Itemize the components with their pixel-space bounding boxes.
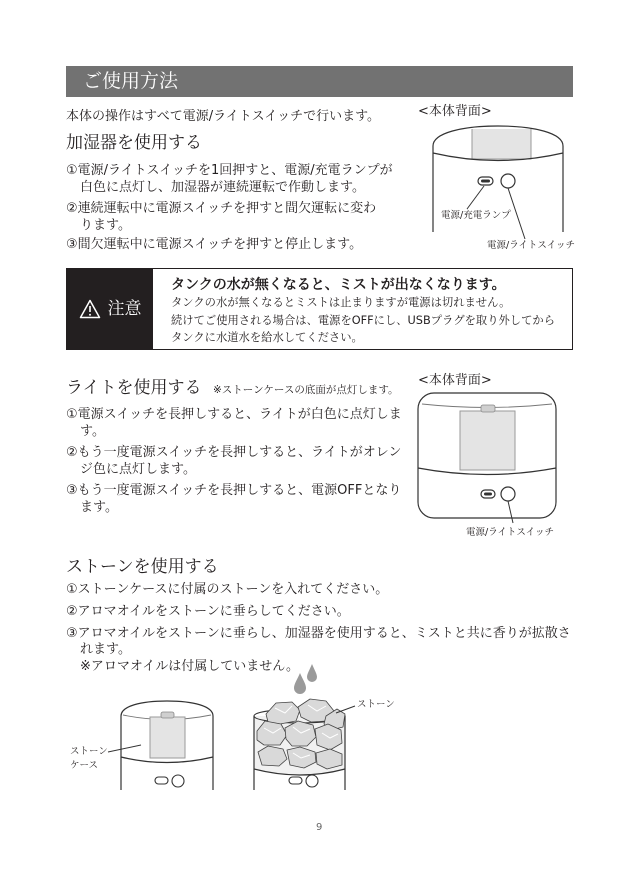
stone-heading: ストーンを使用する — [66, 557, 219, 577]
light-step-3-cont: ます。 — [80, 500, 118, 515]
light-step-3: ③もう一度電源スイッチを長押しすると、電源OFFとなり — [66, 483, 402, 498]
humidifier-heading: 加湿器を使用する — [66, 133, 202, 153]
stone-case-window — [460, 411, 515, 470]
light-heading: ライトを使用する — [66, 378, 202, 398]
back-view-caption-2: <本体背面> — [418, 373, 492, 388]
oil-drop — [294, 673, 306, 694]
charging-port — [289, 777, 302, 784]
power-switch-button — [306, 775, 318, 787]
caution-line-2: 続けてご使用される場合は、電源をOFFにし、USBプラグを取り外してから — [171, 314, 555, 327]
stone — [266, 702, 300, 724]
power-switch-button — [172, 775, 184, 787]
stone-case-window — [150, 717, 185, 758]
mist-outlet — [161, 712, 174, 718]
light-note: ※ストーンケースの底面が点灯します。 — [213, 384, 399, 396]
label-stone-case-line-1: ストーン — [70, 746, 108, 757]
humidifier-step-1-cont: 白色に点灯し、加湿器が連続運転で作動します。 — [80, 180, 365, 195]
device-back-illustration-1 — [428, 118, 570, 244]
device-back-illustration-2 — [412, 388, 562, 526]
charging-port-slot — [481, 180, 490, 183]
label-power-light-switch-1: 電源/ライトスイッチ — [487, 240, 575, 251]
section-header-bar — [66, 66, 573, 97]
stone-step-2: ②アロマオイルをストーンに垂らしてください。 — [66, 604, 350, 619]
section-title: ご使用方法 — [83, 70, 179, 92]
stone-step-3-cont: れます。 — [80, 642, 131, 657]
stone — [258, 746, 287, 766]
stone-step-3: ③アロマオイルをストーンに垂らし、加湿器を使用すると、ミストと共に香りが拡散さ — [66, 626, 571, 641]
humidifier-step-3: ③間欠運転中に電源スイッチを押すと停止します。 — [66, 237, 363, 252]
caution-label: 注意 — [107, 298, 142, 319]
stone-case-window — [472, 129, 531, 159]
caution-title: タンクの水が無くなると、ミストが出なくなります。 — [171, 277, 506, 293]
label-stone-case-line-2: ケース — [70, 760, 99, 771]
caution-line-1: タンクの水が無くなるとミストは止まりますが電源は切れません。 — [171, 296, 511, 309]
caution-box — [66, 268, 573, 350]
stone-leader-line — [336, 706, 355, 713]
label-power-light-switch-2: 電源/ライトスイッチ — [466, 527, 554, 538]
oil-drop — [307, 664, 317, 682]
charging-port-slot — [484, 493, 492, 496]
back-view-caption-1: <本体背面> — [418, 104, 492, 119]
caution-line-3: タンクに水道水を給水してください。 — [171, 331, 363, 344]
power-switch-button — [501, 174, 515, 188]
label-stone: ストーン — [357, 699, 395, 710]
light-step-1: ①電源スイッチを長押しすると、ライトが白色に点灯しま — [66, 407, 402, 422]
label-power-charge-lamp: 電源/充電ランプ — [441, 210, 511, 221]
stone-step-1: ①ストーンケースに付属のストーンを入れてください。 — [66, 582, 389, 597]
mist-outlet — [481, 405, 495, 412]
light-step-2: ②もう一度電源スイッチを長押しすると、ライトがオレン — [66, 445, 402, 460]
power-switch-button — [501, 487, 515, 501]
humidifier-step-2-cont: ります。 — [80, 218, 131, 233]
warning-icon — [79, 299, 101, 319]
aroma-oil-note: ※アロマオイルは付属していません。 — [80, 659, 300, 674]
humidifier-step-1: ①電源/ライトスイッチを1回押すと、電源/充電ランプが — [66, 163, 393, 178]
stone-usage-illustration — [60, 660, 360, 796]
humidifier-step-2: ②連続運転中に電源スイッチを押すと間欠運転に変わ — [66, 201, 377, 216]
light-step-2-cont: ジ色に点灯します。 — [80, 462, 196, 477]
caution-label-cell — [67, 269, 153, 349]
page-number: 9 — [316, 822, 323, 833]
intro-text: 本体の操作はすべて電源/ライトスイッチで行います。 — [66, 109, 381, 124]
light-step-1-cont: す。 — [80, 424, 105, 439]
charging-port — [155, 777, 168, 784]
